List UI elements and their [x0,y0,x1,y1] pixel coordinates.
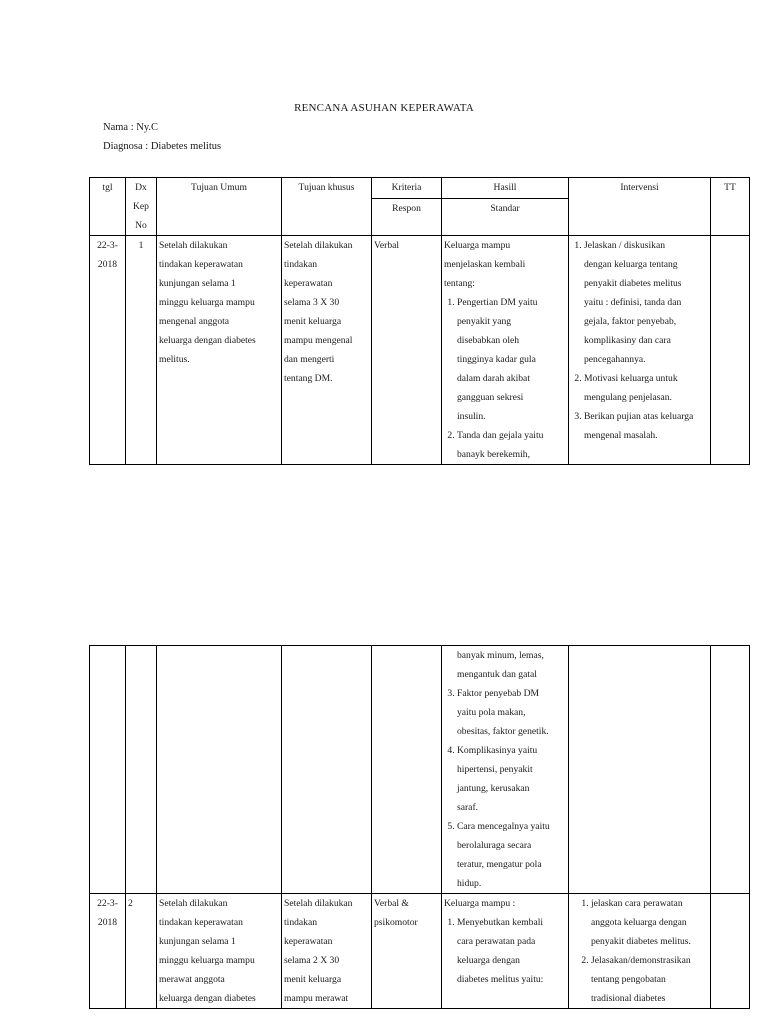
header-dx-line: Dx [135,182,147,193]
list-item [457,684,566,741]
text-line: teratur, mengatur pola [457,859,542,870]
text-line: Setelah dilakukan [284,240,353,251]
text-line: banyak minum, lemas, [457,650,544,661]
text-line: tindakan keperawatan [159,259,243,270]
text-line: insulin. [457,411,486,422]
cell-dx: 2 [126,894,157,1009]
text-line: disebabkan oleh [457,335,520,346]
text-line: mengenal masalah. [584,430,658,441]
cell-standar [442,236,569,465]
header-respon: Respon [372,199,442,236]
list-item [457,426,566,464]
header-tujuan-umum: Tujuan Umum [157,178,282,236]
header-dx [126,178,157,236]
text-line: Jelaskan / diskusikan [584,240,666,251]
list-item [457,741,566,817]
text-line: mengulang penjelasan. [584,392,672,403]
text-line: minggu keluarga mampu [159,955,255,966]
text-line: menit keluarga [284,316,342,327]
diagnosis: Diagnosa : Diabetes melitus [103,141,222,152]
text-line: tindakan [284,259,318,270]
text-line: mampu merawat [284,993,349,1004]
text-line: merawat anggota [159,974,225,985]
text-line: Motivasi keluarga untuk [584,373,678,384]
text-line: banayk berekemih, [457,449,530,460]
cell-tujuan-umum [157,894,282,1009]
text-line: menit keluarga [284,974,342,985]
text-line: selama 3 X 30 [284,297,340,308]
header-dx-line: Kep [133,201,149,212]
text-line: penyakit yang [457,316,512,327]
cell-tgl [90,236,126,465]
header-dx-line: No [135,220,147,231]
cell-tgl [90,646,126,894]
text-line: obesitas, faktor genetik. [457,726,549,737]
cell-tt [711,646,750,894]
text-line: kunjungan selama 1 [159,936,236,947]
cell-tt [711,894,750,1009]
text-line: saraf. [457,802,479,813]
patient-name: Nama : Ny.C [103,122,159,133]
text-line: melitus. [159,354,190,365]
cell-dx [126,646,157,894]
text-line: Berikan pujian atas keluarga [584,411,694,422]
header-tt: TT [711,178,750,236]
tgl-line: 2018 [97,917,118,928]
cell-standar [442,894,569,1009]
text-line: hipertensi, penyakit [457,764,533,775]
care-plan-table [89,177,750,465]
text-line: Menyebutkan kembali [457,917,544,928]
cell-respon [372,894,442,1009]
text-line: cara perawatan pada [457,936,536,947]
header-row [90,178,750,199]
text-line: Jelasakan/demonstrasikan [591,955,691,966]
text-line: mengenal anggota [159,316,230,327]
text-line: tentang: [444,278,475,289]
table-row [90,894,750,1009]
standar-continued [444,646,566,684]
cell-tujuan-khusus [282,894,372,1009]
cell-standar [442,646,569,894]
text-line: penyakit diabetes melitus [584,278,682,289]
list-item [591,951,708,1008]
text-line: diabetes melitus yaitu: [457,974,544,985]
text-line: Cara mencegalnya yaitu [457,821,550,832]
standar-intro [444,894,566,913]
list-item [457,913,566,989]
text-line: mengantuk dan gatal [457,669,537,680]
document-title: RENCANA ASUHAN KEPERAWATA [294,102,474,114]
text-line: penyakit diabetes melitus. [591,936,691,947]
header-hasil: Hasill [442,178,569,199]
text-line: Setelah dilakukan [284,898,353,909]
text-line: komplikasiny dan cara [584,335,671,346]
list-item [584,369,708,407]
cell-tgl [90,894,126,1009]
text-line: psikomotor [374,917,418,928]
list-item [584,236,708,369]
text-line: tentang pengobatan [591,974,666,985]
cell-respon [372,646,442,894]
text-line: kunjungan selama 1 [159,278,236,289]
standar-list [444,684,566,893]
text-line: minggu keluarga mampu [159,297,255,308]
text-line: tradisional diabetes [591,993,666,1004]
tgl-line: 2018 [97,259,118,270]
text-line: menjelaskan kembali [444,259,526,270]
cell-tt [711,236,750,465]
text-line: yaitu pola makan, [457,707,526,718]
text-line: selama 2 X 30 [284,955,340,966]
cell-intervensi [569,236,711,465]
text-line: berolaluraga secara [457,840,532,851]
text-line: jantung, kerusakan [457,783,530,794]
header-tujuan-khusus: Tujuan khusus [282,178,372,236]
text-line: tindakan keperawatan [159,917,243,928]
text-line: Verbal & [374,898,409,909]
text-line: Pengertian DM yaitu [457,297,538,308]
cell-tujuan-khusus [282,236,372,465]
list-item [457,293,566,426]
text-line: keluarga dengan [457,955,520,966]
tgl-line: 22-3- [97,240,118,251]
header-kriteria: Kriteria [372,178,442,199]
list-item [591,894,708,951]
text-line: keluarga dengan diabetes [159,993,256,1004]
text-line: keperawatan [284,936,333,947]
text-line: keluarga dengan diabetes [159,335,256,346]
text-line: gangguan sekresi [457,392,524,403]
text-line: tindakan [284,917,318,928]
text-line: Setelah dilakukan [159,240,228,251]
text-line: dan mengerti [284,354,335,365]
text-line: keperawatan [284,278,333,289]
text-line: Keluarga mampu : [444,898,516,909]
header-standar: Standar [442,199,569,236]
text-line: tingginya kadar gula [457,354,536,365]
text-line: jelaskan cara perawatan [591,898,683,909]
text-line: yaitu : definisi, tanda dan [584,297,682,308]
text-line: dengan keluarga tentang [584,259,678,270]
intervensi-list [571,236,708,445]
header-tgl: tgl [90,178,126,236]
text-line: dalam darah akibat [457,373,530,384]
list-item [457,817,566,893]
text-line: Setelah dilakukan [159,898,228,909]
text-line: Faktor penyebab DM [457,688,540,699]
text-line: hidup. [457,878,482,889]
header-intervensi: Intervensi [569,178,711,236]
text-line: gejala, faktor penyebab, [584,316,677,327]
cell-tujuan-umum [157,646,282,894]
tgl-line: 22-3- [97,898,118,909]
care-plan-table-continued [89,645,750,1009]
standar-intro [444,236,566,293]
text-line: Keluarga mampu [444,240,511,251]
cell-tujuan-khusus [282,646,372,894]
standar-list [444,293,566,464]
list-item [584,407,708,445]
text-line: anggota keluarga dengan [591,917,687,928]
cell-tujuan-umum [157,236,282,465]
text-line: pencegahannya. [584,354,646,365]
cell-intervensi [569,646,711,894]
cell-dx: 1 [126,236,157,465]
cell-respon: Verbal [372,236,442,465]
standar-list [444,913,566,989]
table-row [90,646,750,894]
text-line: mampu mengenal [284,335,353,346]
text-line: Tanda dan gejala yaitu [457,430,544,441]
cell-intervensi [569,894,711,1009]
table-row [90,236,750,465]
text-line: Komplikasinya yaitu [457,745,538,756]
text-line: tentang DM. [284,373,333,384]
intervensi-list [571,894,708,1008]
